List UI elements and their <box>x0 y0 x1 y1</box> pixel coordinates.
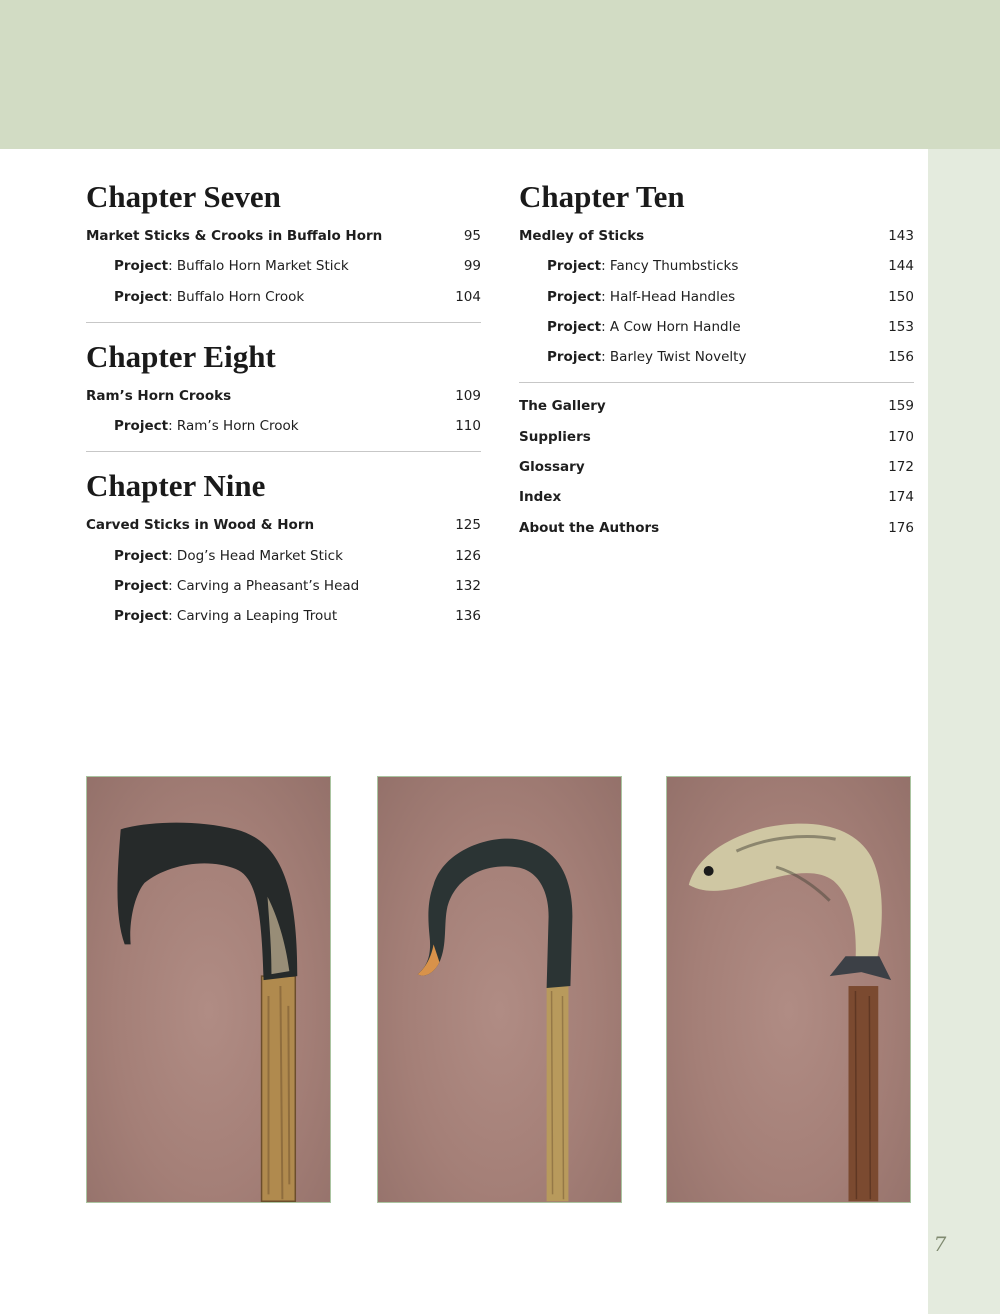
entry-page: 159 <box>888 398 914 415</box>
entry-title <box>114 608 337 625</box>
entry-title: About the Authors <box>519 519 660 536</box>
entry-page: 170 <box>888 428 914 445</box>
project-prefix: Project <box>114 578 169 595</box>
toc-project-entry[interactable] <box>86 289 481 319</box>
project-prefix: Project <box>114 547 169 564</box>
entry-page: 109 <box>455 387 481 404</box>
project-title: : Ram’s Horn Crook <box>168 418 299 435</box>
toc-left-column <box>86 178 481 639</box>
entry-page: 136 <box>455 608 481 625</box>
toc-entry[interactable] <box>86 517 481 547</box>
entry-page: 95 <box>463 228 481 244</box>
toc-project-entry[interactable] <box>86 608 481 638</box>
entry-page: 176 <box>888 519 914 536</box>
divider <box>86 451 481 452</box>
entry-title <box>114 258 349 275</box>
entry-page: 110 <box>455 418 481 435</box>
project-title: : Dog’s Head Market Stick <box>168 547 343 564</box>
entry-page: 99 <box>463 258 481 275</box>
project-title: : Fancy Thumbsticks <box>601 258 739 275</box>
toc-back-matter-entry[interactable] <box>519 398 914 428</box>
buffalo-horn-market-stick-photo <box>86 776 331 1203</box>
crook-illustration <box>378 777 621 1202</box>
toc-back-matter-entry[interactable] <box>519 489 914 519</box>
project-title: : Buffalo Horn Market Stick <box>168 258 349 275</box>
toc-project-entry[interactable] <box>86 548 481 578</box>
toc-project-entry[interactable] <box>86 578 481 608</box>
toc-entry[interactable] <box>86 388 481 418</box>
toc-entry[interactable] <box>519 228 914 258</box>
divider <box>86 322 481 323</box>
entry-title <box>547 289 735 306</box>
toc-back-matter-entry[interactable] <box>519 429 914 459</box>
entry-page: 144 <box>888 258 914 275</box>
entry-title: Index <box>519 489 562 506</box>
toc-project-entry[interactable] <box>519 349 914 379</box>
toc-project-entry[interactable] <box>86 418 481 448</box>
toc-back-matter-entry[interactable] <box>519 520 914 550</box>
entry-page: 104 <box>455 288 481 305</box>
entry-title: Ram’s Horn Crooks <box>86 387 232 404</box>
header-band <box>0 0 1000 149</box>
toc-right-column <box>519 178 914 550</box>
project-prefix: Project <box>547 349 602 366</box>
project-title: : Carving a Pheasant’s Head <box>168 578 360 595</box>
project-prefix: Project <box>547 318 602 335</box>
entry-page: 172 <box>888 459 914 476</box>
entry-title <box>547 349 746 366</box>
project-prefix: Project <box>547 258 602 275</box>
entry-page: 126 <box>455 547 481 564</box>
entry-title <box>114 578 359 595</box>
entry-title: Glossary <box>519 459 585 476</box>
project-title: : Buffalo Horn Crook <box>168 288 305 305</box>
entry-page: 143 <box>888 228 914 244</box>
leaping-trout-stick-photo <box>666 776 911 1203</box>
project-title: : Carving a Leaping Trout <box>168 608 338 625</box>
toc-back-matter-entry[interactable] <box>519 459 914 489</box>
project-prefix: Project <box>114 418 169 435</box>
entry-page: 156 <box>888 349 914 366</box>
project-prefix: Project <box>114 288 169 305</box>
entry-title <box>547 258 738 275</box>
entry-page: 153 <box>888 318 914 335</box>
chapter-heading: Chapter Nine <box>86 468 266 504</box>
entry-title <box>547 319 741 336</box>
entry-page: 174 <box>888 489 914 506</box>
project-title: : A Cow Horn Handle <box>601 318 741 335</box>
chapter-heading: Chapter Ten <box>519 179 685 214</box>
entry-page: 132 <box>455 578 481 595</box>
project-title: : Half-Head Handles <box>601 288 736 305</box>
project-prefix: Project <box>114 258 169 275</box>
entry-page: 125 <box>455 517 481 534</box>
toc-entry[interactable] <box>86 228 481 258</box>
project-title: : Barley Twist Novelty <box>601 349 747 366</box>
entry-title: Medley of Sticks <box>519 228 645 244</box>
toc-project-entry[interactable] <box>519 289 914 319</box>
chapter-heading: Chapter Seven <box>86 179 281 214</box>
trout-stick-illustration <box>667 777 910 1202</box>
entry-title <box>114 548 343 565</box>
entry-title: Market Sticks & Crooks in Buffalo Horn <box>86 228 383 244</box>
buffalo-horn-crook-photo <box>377 776 622 1203</box>
entry-title: Suppliers <box>519 428 591 445</box>
market-stick-illustration <box>87 777 330 1202</box>
divider <box>519 382 914 383</box>
project-prefix: Project <box>547 288 602 305</box>
entry-title <box>114 418 299 435</box>
side-band <box>928 149 1000 1314</box>
toc-project-entry[interactable] <box>519 258 914 288</box>
toc-project-entry[interactable] <box>86 258 481 288</box>
page-number: 7 <box>933 1232 947 1256</box>
entry-title: The Gallery <box>519 398 606 415</box>
entry-title: Carved Sticks in Wood & Horn <box>86 517 315 534</box>
entry-page: 150 <box>888 288 914 305</box>
toc-project-entry[interactable] <box>519 319 914 349</box>
chapter-heading: Chapter Eight <box>86 338 276 374</box>
project-prefix: Project <box>114 608 169 625</box>
entry-title <box>114 289 304 306</box>
